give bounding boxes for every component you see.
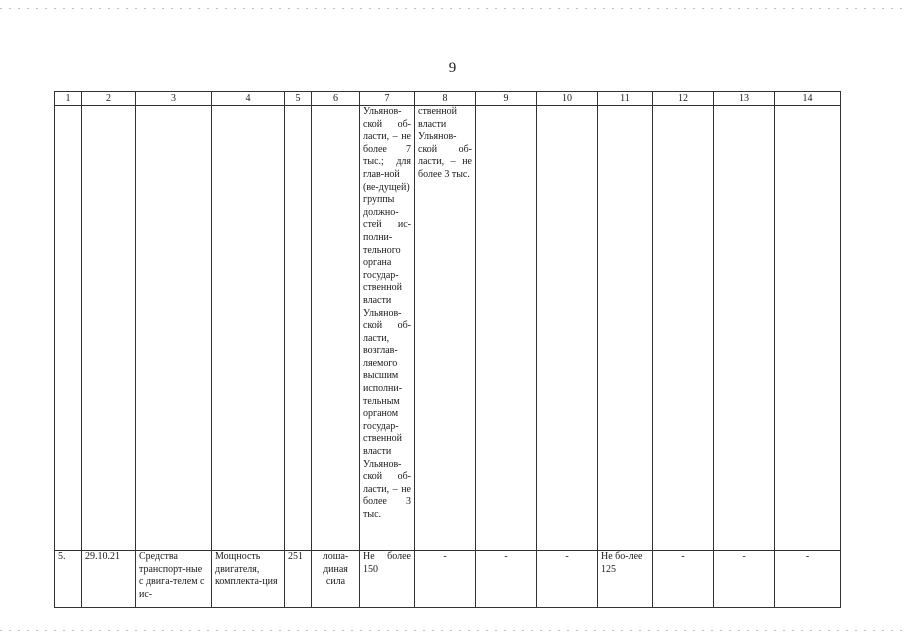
cell-item-name: Средства транспорт-ные с двига-телем с ис-	[136, 551, 212, 608]
header-cell-4: 4	[212, 92, 285, 106]
cell-col9-value: -	[476, 551, 537, 608]
header-cell-6: 6	[312, 92, 360, 106]
cell-empty	[714, 106, 775, 551]
cell-empty	[312, 106, 360, 551]
cell-col10-value: -	[537, 551, 598, 608]
header-cell-13: 13	[714, 92, 775, 106]
table-row-5	[55, 551, 841, 608]
cell-empty	[653, 106, 714, 551]
header-cell-11: 11	[598, 92, 653, 106]
page-number: 9	[448, 60, 457, 76]
header-cell-7: 7	[360, 92, 415, 106]
cell-empty	[476, 106, 537, 551]
cell-col8-value: -	[415, 551, 476, 608]
header-cell-5: 5	[285, 92, 312, 106]
scan-top-edge	[0, 8, 905, 9]
cell-empty	[82, 106, 136, 551]
cell-empty	[598, 106, 653, 551]
cell-empty	[136, 106, 212, 551]
cell-unit-code: 251	[285, 551, 312, 608]
procurement-table	[54, 91, 841, 608]
cell-col8-continuation: ственной власти Ульянов-ской об-ласти, – не более 3 тыс.	[415, 106, 476, 551]
header-cell-10: 10	[537, 92, 598, 106]
cell-empty	[537, 106, 598, 551]
header-cell-2: 2	[82, 92, 136, 106]
cell-date: 29.10.21	[82, 551, 136, 608]
header-cell-12: 12	[653, 92, 714, 106]
cell-empty	[285, 106, 312, 551]
cell-col11-value: Не бо-лее 125	[598, 551, 653, 608]
cell-characteristic: Мощность двигателя, комплекта-ция	[212, 551, 285, 608]
cell-col14-value: -	[775, 551, 841, 608]
cell-empty	[775, 106, 841, 551]
scan-bottom-edge	[0, 630, 905, 631]
cell-col7-continuation: Ульянов-ской об-ласти, – не более 7 тыс.; для глав-ной (ве-дущей) группы должно-стей ис-полни-тельного органа государ-ственной власти Ульянов-ской об-ласти, возглав-ляемого высшим исполни-тельным органом государ-ственной власти Ульянов-ской об-ласти, – не более 3 тыс.	[360, 106, 415, 551]
header-cell-9: 9	[476, 92, 537, 106]
header-cell-14: 14	[775, 92, 841, 106]
table-row-continuation	[55, 106, 841, 551]
cell-col7-value: Не более 150	[360, 551, 415, 608]
cell-unit-name: лоша-диная сила	[312, 551, 360, 608]
header-cell-3: 3	[136, 92, 212, 106]
cell-col12-value: -	[653, 551, 714, 608]
cell-col13-value: -	[714, 551, 775, 608]
cell-empty	[55, 106, 82, 551]
header-cell-1: 1	[55, 92, 82, 106]
cell-row-number: 5.	[55, 551, 82, 608]
header-cell-8: 8	[415, 92, 476, 106]
cell-empty	[212, 106, 285, 551]
table-header-row	[55, 92, 841, 106]
